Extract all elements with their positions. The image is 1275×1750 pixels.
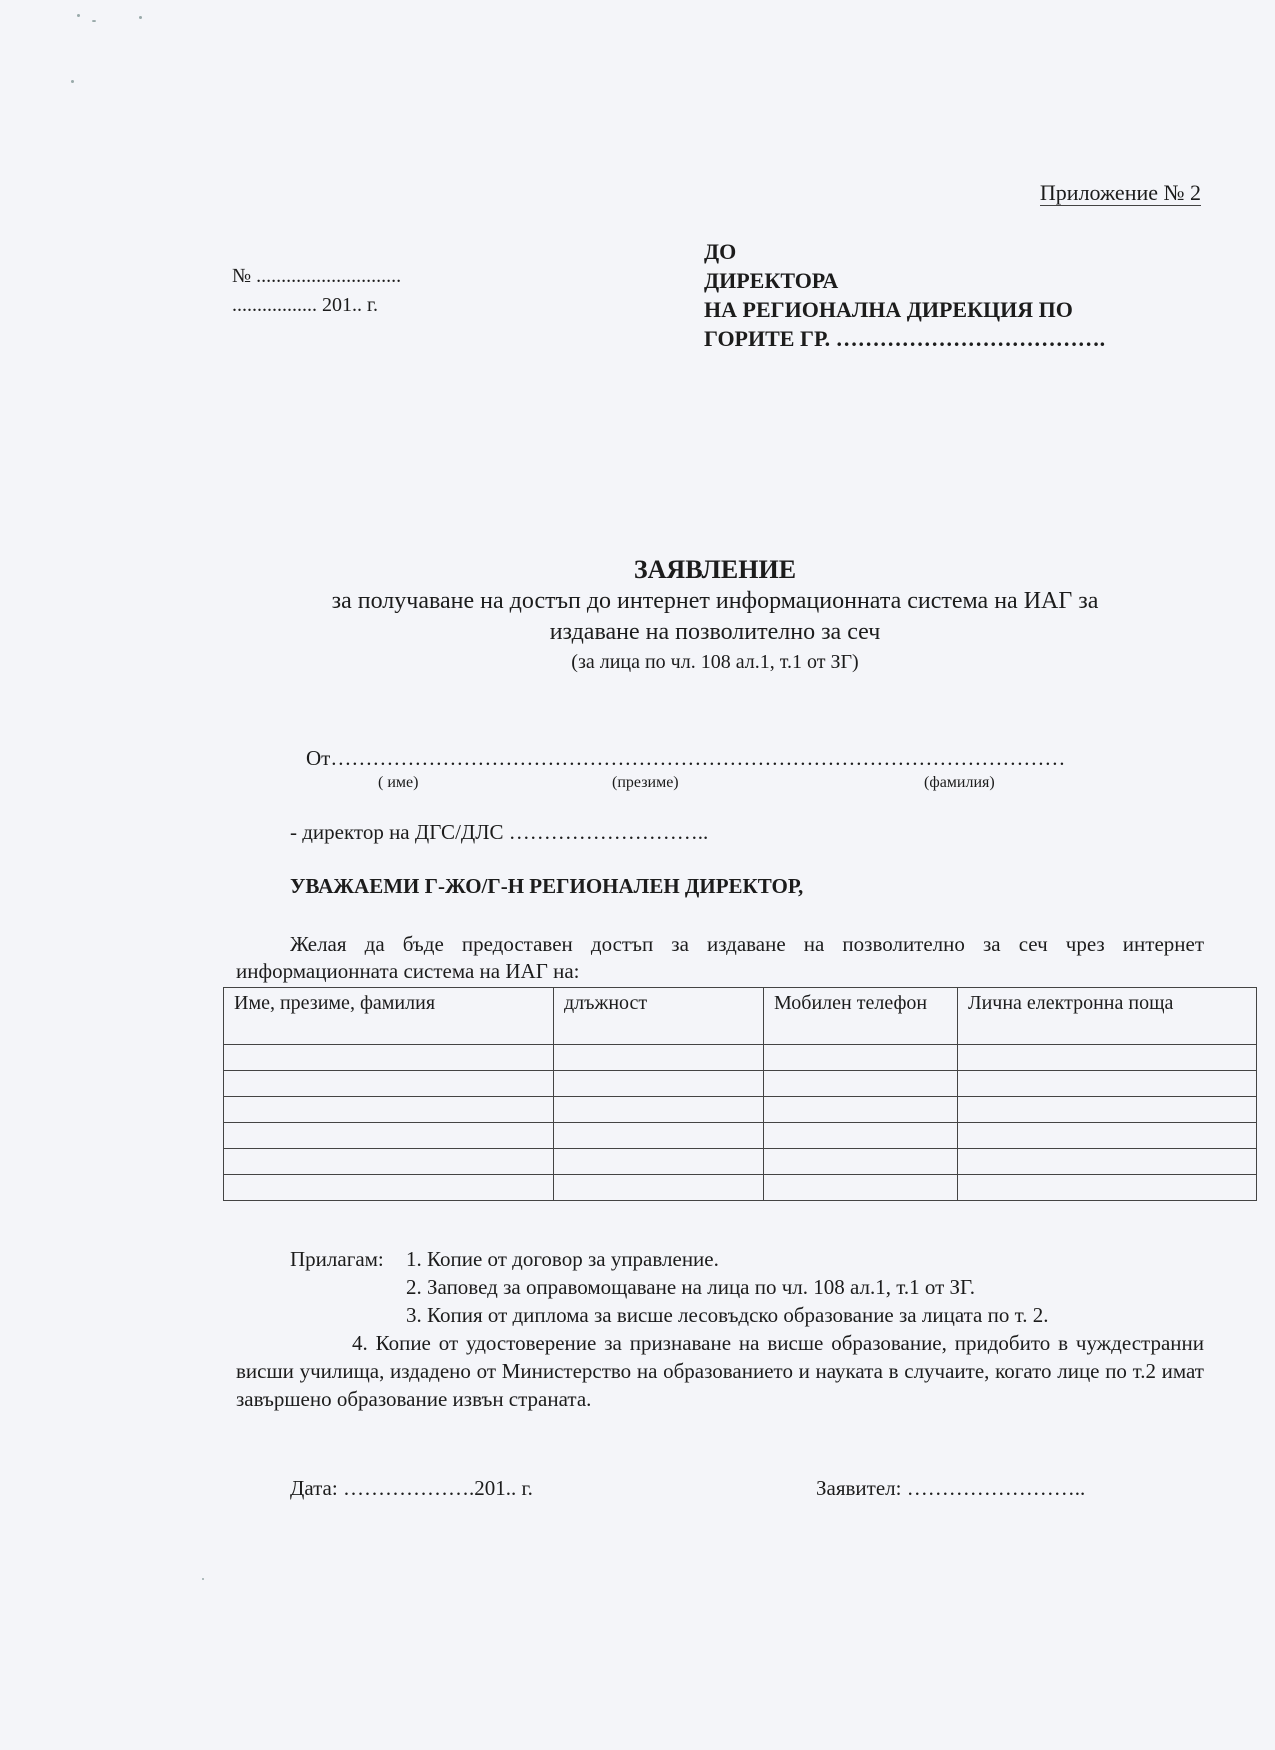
attachment-item: 2. Заповед за оправомощаване на лица по чл. 108 ал.1, т.1 от ЗГ. bbox=[406, 1275, 976, 1299]
registration-number-line: № ............................. bbox=[232, 265, 402, 287]
table-cell[interactable] bbox=[224, 1123, 554, 1149]
table-cell[interactable] bbox=[554, 1045, 764, 1071]
table-row bbox=[224, 1149, 1257, 1175]
table-cell[interactable] bbox=[224, 1045, 554, 1071]
document-title: ЗАЯВЛЕНИЕ bbox=[633, 555, 797, 584]
table-header-row bbox=[224, 988, 1257, 1045]
table-cell[interactable] bbox=[764, 1097, 958, 1123]
attachment-item: 3. Копия от диплома за висше лесовъдско образование за лицата по т. 2. bbox=[406, 1303, 1049, 1327]
salutation: УВАЖАЕМИ Г-ЖО/Г-Н РЕГИОНАЛЕН ДИРЕКТОР, bbox=[290, 874, 804, 898]
applicant-signature-line: Заявител: …………………….. bbox=[816, 1476, 1086, 1500]
title-block bbox=[0, 554, 1275, 676]
table-cell[interactable] bbox=[554, 1097, 764, 1123]
scan-speck bbox=[139, 16, 142, 19]
request-paragraph: Желая да бъде предоставен достъп за издаване на позволително за сеч чрез интернет информационната система на ИАГ на: bbox=[236, 932, 1204, 983]
scan-speck bbox=[202, 1578, 204, 1580]
column-header-email: Лична електронна поща bbox=[958, 988, 1257, 1045]
table-cell[interactable] bbox=[764, 1045, 958, 1071]
caption-family-name: (фамилия) bbox=[924, 774, 995, 791]
table-cell[interactable] bbox=[224, 1149, 554, 1175]
persons-table bbox=[223, 987, 1257, 1201]
caption-name: ( име) bbox=[378, 774, 419, 791]
date-line: Дата: ……………….201.. г. bbox=[290, 1476, 533, 1500]
addressee-line: ДИРЕКТОРА bbox=[704, 268, 839, 293]
table-cell[interactable] bbox=[224, 1175, 554, 1201]
table-row bbox=[224, 1071, 1257, 1097]
attachments-label: Прилагам: bbox=[290, 1247, 384, 1271]
table-cell[interactable] bbox=[958, 1045, 1257, 1071]
table-cell[interactable] bbox=[958, 1097, 1257, 1123]
column-header-mobile: Мобилен телефон bbox=[764, 988, 958, 1045]
document-subtitle-line: издаване на позволително за сеч bbox=[549, 619, 881, 645]
registration-block bbox=[232, 262, 401, 320]
attachment-item: 4. Копие от удостоверение за признаване на висше образование, придобито в чуждестранни висши училища, издадено от Министерство на образованието и науката в случаите, когато лице по т.2 имат завършено образование извън страната. bbox=[236, 1331, 1204, 1411]
table-body bbox=[224, 1045, 1257, 1201]
table-cell[interactable] bbox=[764, 1149, 958, 1175]
addressee-line: ГОРИТЕ ГР. ………………………………. bbox=[704, 326, 1106, 351]
table-cell[interactable] bbox=[224, 1097, 554, 1123]
attachment-text: 1. Копие от договор за управление. bbox=[406, 1247, 719, 1271]
addressee-line: НА РЕГИОНАЛНА ДИРЕКЦИЯ ПО bbox=[704, 297, 1073, 322]
table-row bbox=[224, 1123, 1257, 1149]
attachments-block bbox=[236, 1245, 1204, 1413]
scan-speck bbox=[71, 80, 74, 83]
registration-date-line: ................. 201.. г. bbox=[232, 294, 378, 316]
director-line: - директор на ДГС/ДЛС ……………………….. bbox=[290, 820, 709, 844]
table-cell[interactable] bbox=[958, 1149, 1257, 1175]
addressee-line: ДО bbox=[704, 239, 737, 264]
table-cell[interactable] bbox=[554, 1071, 764, 1097]
table-cell[interactable] bbox=[554, 1149, 764, 1175]
table-cell[interactable] bbox=[764, 1175, 958, 1201]
table-cell[interactable] bbox=[554, 1123, 764, 1149]
table-cell[interactable] bbox=[764, 1071, 958, 1097]
table-cell[interactable] bbox=[958, 1071, 1257, 1097]
column-header-name: Име, презиме, фамилия bbox=[224, 988, 554, 1045]
annex-label: Приложение № 2 bbox=[1039, 180, 1201, 205]
document-subnote: (за лица по чл. 108 ал.1, т.1 от ЗГ) bbox=[571, 651, 859, 673]
attachment-item bbox=[290, 1245, 1204, 1273]
addressee-block bbox=[704, 237, 1105, 353]
table-row bbox=[224, 1175, 1257, 1201]
scan-speck bbox=[77, 14, 80, 17]
caption-middle-name: (презиме) bbox=[612, 774, 679, 791]
table-cell[interactable] bbox=[958, 1175, 1257, 1201]
table-row bbox=[224, 1045, 1257, 1071]
column-header-position: длъжност bbox=[554, 988, 764, 1045]
table-row bbox=[224, 1097, 1257, 1123]
table-cell[interactable] bbox=[554, 1175, 764, 1201]
document-subtitle-line: за получаване на достъп до интернет информационната система на ИАГ за bbox=[331, 588, 1099, 614]
from-line: От…………………………………………………………………………………………… bbox=[306, 746, 1066, 770]
scan-speck bbox=[92, 20, 96, 22]
table-cell[interactable] bbox=[224, 1071, 554, 1097]
table-cell[interactable] bbox=[764, 1123, 958, 1149]
table-cell[interactable] bbox=[958, 1123, 1257, 1149]
